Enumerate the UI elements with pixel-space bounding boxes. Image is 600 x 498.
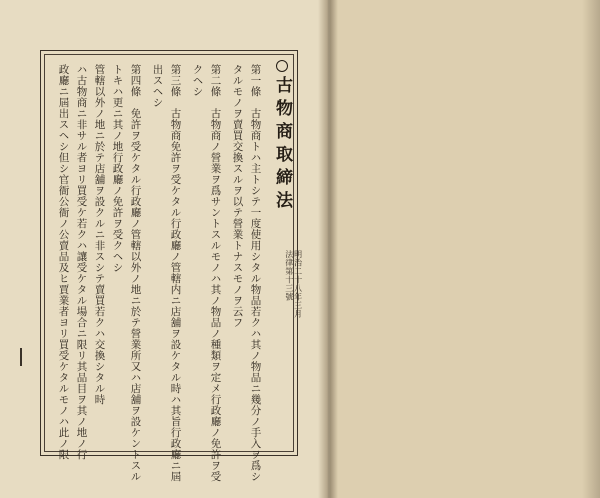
book-gutter bbox=[318, 0, 338, 498]
margin-mark bbox=[20, 348, 22, 366]
text-column: 管轄以外ノ地ニ於テ店舖ヲ設クルニ非スシテ賣買若クハ交換シタル時 bbox=[93, 64, 106, 405]
document-title bbox=[270, 60, 295, 214]
text-column: 第二條 古物商ノ營業ヲ爲サントスルモノハ其ノ物品ノ種類ヲ定メ行政廳ノ免許ヲ受 bbox=[209, 64, 222, 482]
law-note-number: 法律第十三號 bbox=[284, 250, 294, 301]
text-column: 出スヘシ bbox=[151, 64, 164, 108]
page-edge-shadow bbox=[582, 0, 600, 498]
title-text: 古物商取締法 bbox=[272, 76, 292, 214]
law-note bbox=[284, 250, 302, 318]
title-circle-mark bbox=[276, 60, 288, 72]
text-column: トキハ更ニ其ノ地行政廳ノ免許ヲ受クヘシ bbox=[111, 64, 124, 273]
text-column: タルモノヲ賣買交換スルヲ以テ營業トナスモノヲ云フ bbox=[231, 64, 244, 328]
text-column: クヘシ bbox=[191, 64, 204, 97]
law-note-date: 明治二十八年三月 bbox=[293, 250, 303, 318]
right-page bbox=[330, 0, 600, 498]
text-column: 第一條 古物商トハ主トシテ一度使用シタル物品若クハ其ノ物品ニ幾分ノ手入ヲ爲シ bbox=[249, 64, 262, 482]
text-column: 第三條 古物商免許ヲ受ケタル行政廳ノ管轄内ニ店舖ヲ設ケタル時ハ其旨行政廳ニ屆 bbox=[169, 64, 182, 482]
text-column: 政廳ニ屆出スヘシ但シ官衙公衙ノ公賣品及ヒ賈業者ヨリ買受ケタルモノハ此ノ限 bbox=[57, 64, 70, 460]
text-column: 第四條 免許ヲ受ケタル行政廳ノ管轄以外ノ地ニ於テ營業所又ハ店舖ヲ設ケントスル bbox=[129, 64, 142, 482]
text-column: ハ古物商ニ非サル者ヨリ買受ケ若クハ讓受ケタル場合ニ限リ其品目ヲ其ノ地ノ行 bbox=[75, 64, 88, 460]
